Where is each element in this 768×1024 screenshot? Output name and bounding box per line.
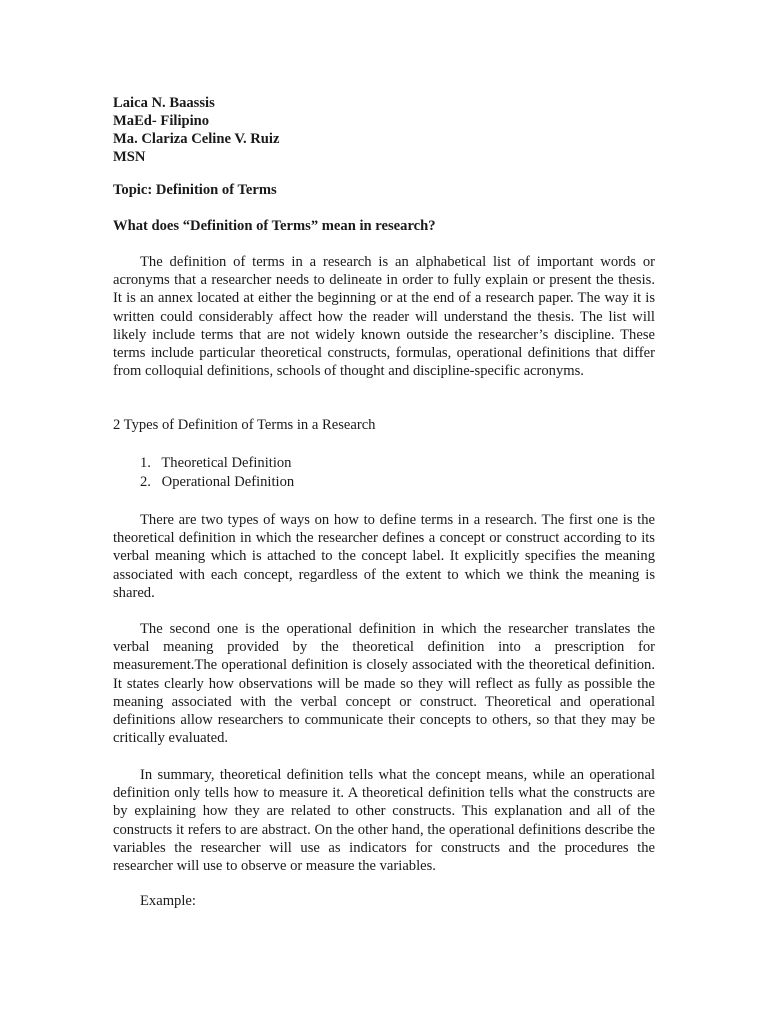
operational-paragraph: The second one is the operational definition in which the researcher translates the verbal meaning provided by the theoretical definition into a prescription for measurement.The operational definition is closely associated with the theoretical definition. It states clearly how observations will be made so they will reflect as fully as possible the meaning associated with the verbal concept or construct. Theoretical and operational definitions allow researchers to communicate their concepts to others, so that they may be critically evaluated. [113,621,655,747]
author-program-1: MaEd- Filipino [113,113,210,129]
list-item-number: 1. [140,455,151,471]
list-item [140,454,294,473]
types-list [140,454,294,491]
list-item [140,473,294,492]
author-name-1: Laica N. Baassis [113,95,215,111]
list-item-label: Theoretical Definition [161,455,292,471]
types-explained-paragraph: There are two types of ways on how to define terms in a research. The first one is the theoretical definition in which the researcher defines a concept or construct according to its verbal meaning which is attached to the concept label. It explicitly specifies the meaning associated with each concept, regardless of the extent to which we think the meaning is shared. [113,512,655,601]
author-block [113,94,673,166]
intro-paragraph: The definition of terms in a research is an alphabetical list of important words or acronyms that a researcher needs to delineate in order to fully explain or present the thesis. It is an annex located at either the beginning or at the end of a research paper. The way it is written could considerably affect how the reader will understand the thesis. The list will likely include terms that are not widely known outside the researcher’s discipline. These terms include particular theoretical constructs, formulas, operational definitions that differ from colloquial definitions, schools of thought and discipline-specific acronyms. [113,254,655,380]
author-program-2: MSN [113,149,146,165]
summary-paragraph: In summary, theoretical definition tells what the concept means, while an operational definition only tells how to measure it. A theoretical definition tells what the constructs are by explaining how they are related to other constructs. This explanation and all of the constructs it refers to are abstract. On the other hand, the operational definitions describe the variables the researcher will use as indicators for constructs and the procedures the researcher will use to observe or measure the variables. [113,767,655,875]
topic-heading: Topic: Definition of Terms [113,182,277,198]
question-heading: What does “Definition of Terms” mean in research? [113,218,436,234]
list-item-label: Operational Definition [161,473,295,490]
author-name-2: Ma. Clariza Celine V. Ruiz [113,131,280,147]
list-item-number: 2. [140,473,151,490]
example-label: Example: [140,893,196,909]
types-heading: 2 Types of Definition of Terms in a Research [113,417,376,433]
